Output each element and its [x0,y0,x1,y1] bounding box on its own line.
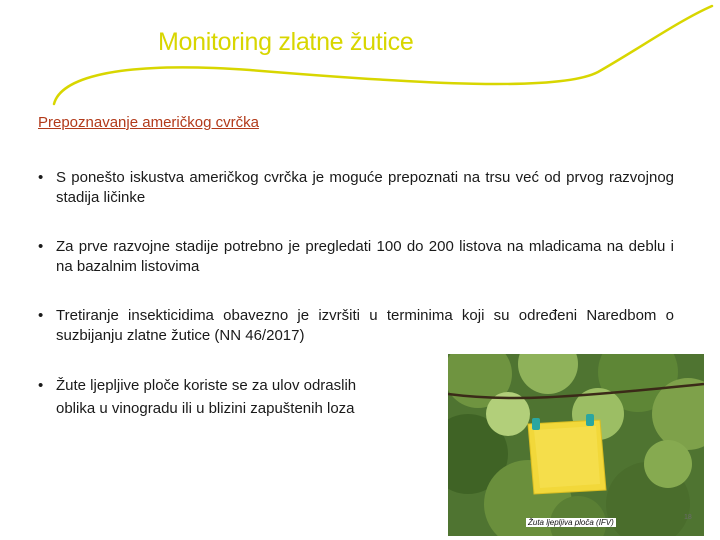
decorative-swoosh [0,0,720,120]
bullet-dot: • [38,169,44,186]
trap-photo-illustration [448,354,704,536]
bullet-dot: • [38,307,44,324]
bullet-item [38,306,674,346]
photo-caption: Žuta ljepljiva ploča (IFV) [528,518,614,527]
bullet-item [38,374,368,420]
bullet-dot: • [38,377,44,394]
yellow-sticky-trap-photo [448,354,704,536]
bullet-text: S ponešto iskustva američkog cvrčka je moguće prepoznati na trsu već od prvog razvojnog stadija ličinke [56,169,674,206]
bullet-text: Tretiranje insekticidima obavezno je izvršiti u terminima koji su određeni Naredbom o suzbijanju zlatne žutice (NN 46/2017) [56,307,674,344]
page-number: 18 [684,514,692,521]
slide-subtitle: Prepoznavanje američkog cvrčka [38,114,259,131]
slide-title: Monitoring zlatne žutice [158,28,414,56]
bullet-item [38,237,674,277]
bullet-item [38,168,674,208]
bullet-dot: • [38,238,44,255]
bullet-text: Za prve razvojne stadije potrebno je pregledati 100 do 200 listova na mladicama na deblu i na bazalnim listovima [56,238,674,275]
bullet-text: Žute ljepljive ploče koriste se za ulov odraslih oblika u vinogradu ili u blizini zapuštenih loza [56,377,357,417]
